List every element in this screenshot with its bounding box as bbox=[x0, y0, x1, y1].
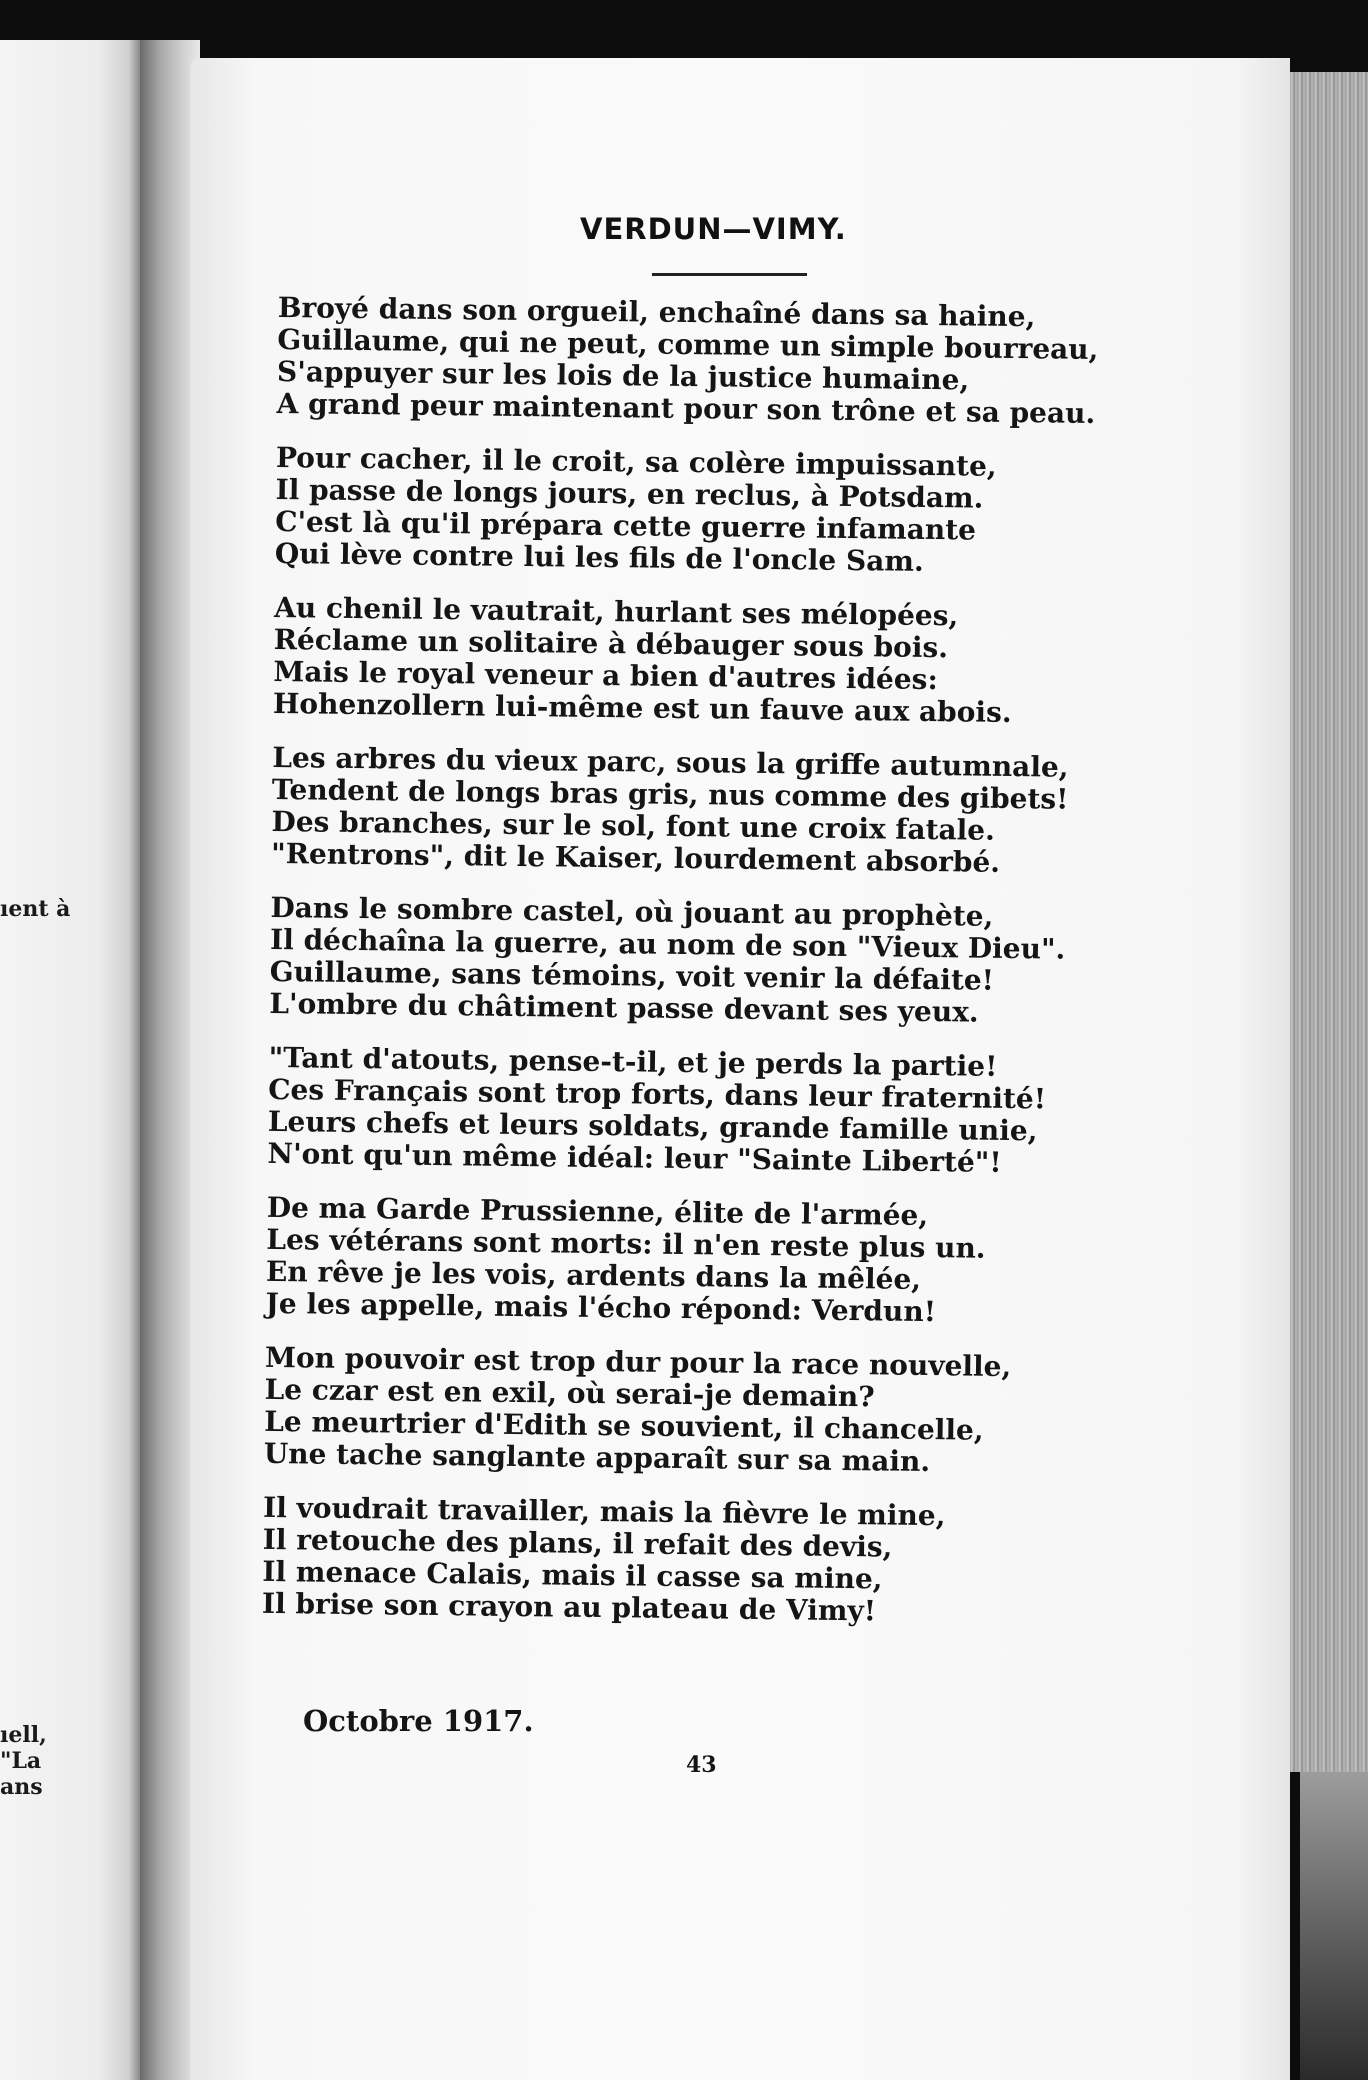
poem-line: Il voudrait travailler, mais la fièvre le mine, bbox=[262, 1490, 946, 1533]
stanza bbox=[267, 1042, 1148, 1181]
poem-line: Une tache sanglante apparaît sur sa main. bbox=[263, 1436, 931, 1479]
stanza bbox=[273, 592, 1154, 731]
poem-line: Tendent de longs bras gris, nus comme des gibets! bbox=[271, 772, 1069, 816]
poem-line: Il brise son crayon au plateau de Vimy! bbox=[261, 1586, 877, 1628]
poem-line: Ces Français sont trop forts, dans leur fraternité! bbox=[268, 1072, 1047, 1116]
poem-line: Guillaume, sans témoins, voit venir la défaite! bbox=[269, 954, 995, 997]
poem-line: "Tant d'atouts, pense-t-il, et je perds la partie! bbox=[268, 1040, 998, 1083]
poem-line: Les arbres du vieux parc, sous la griffe autumnale, bbox=[272, 740, 1069, 784]
poem-line: Des branches, sur le sol, font une croix fatale. bbox=[271, 804, 996, 847]
poem-line: N'ont qu'un même idéal: leur "Sainte Liberté"! bbox=[267, 1136, 1002, 1179]
title-rule bbox=[652, 273, 807, 276]
poem-line: De ma Garde Prussienne, élite de l'armée, bbox=[266, 1190, 929, 1233]
poem-line: Le czar est en exil, où serai-je demain? bbox=[264, 1372, 875, 1414]
poem-line: Les vétérans sont morts: il n'en reste plus un. bbox=[266, 1222, 986, 1265]
poem-line: Pour cacher, il le croit, sa colère impuissante, bbox=[275, 440, 997, 483]
page-number: 43 bbox=[686, 1752, 717, 1778]
poem-line: Il passe de longs jours, en reclus, à Potsdam. bbox=[275, 472, 984, 515]
poem-line: Broyé dans son orgueil, enchaîné dans sa haine, bbox=[277, 291, 1036, 334]
poem-title: VERDUN—VIMY. bbox=[580, 212, 847, 246]
poem-line: Mon pouvoir est trop dur pour la race nouvelle, bbox=[264, 1340, 1012, 1384]
poem-line: Dans le sombre castel, où jouant au prophète, bbox=[270, 890, 994, 933]
poem-line: C'est là qu'il prépara cette guerre infamante bbox=[274, 504, 977, 547]
poem-line: Réclame un solitaire à débauger sous bois. bbox=[273, 622, 949, 665]
poem-line: Hohenzollern lui-même est un fauve aux abois. bbox=[272, 686, 1012, 729]
stanza bbox=[262, 1492, 1143, 1631]
poem-line: Mais le royal veneur a bien d'autres idées: bbox=[273, 654, 938, 697]
poem-line: Il retouche des plans, il refait des devis, bbox=[262, 1522, 893, 1564]
facing-page-fragment: ıell, "La ans bbox=[0, 1722, 47, 1800]
poem-body bbox=[262, 292, 1158, 1653]
facing-page bbox=[0, 40, 140, 2080]
facing-page-fragment: ıent à bbox=[0, 896, 71, 922]
stanza bbox=[276, 292, 1157, 431]
stanza bbox=[265, 1192, 1146, 1331]
poem-line: "Rentrons", dit le Kaiser, lourdement absorbé. bbox=[270, 836, 1001, 879]
poem-date: Octobre 1917. bbox=[303, 1704, 534, 1738]
stanza bbox=[271, 742, 1152, 881]
poem-line: Guillaume, qui ne peut, comme un simple bourreau, bbox=[277, 322, 1099, 367]
stanza bbox=[264, 1342, 1145, 1481]
stanza bbox=[269, 892, 1150, 1031]
poem-line: Il déchaîna la guerre, au nom de son "Vieux Dieu". bbox=[269, 922, 1066, 966]
poem-line: S'appuyer sur les lois de la justice humaine, bbox=[276, 354, 970, 397]
poem-line: Le meurtrier d'Edith se souvient, il chancelle, bbox=[263, 1404, 984, 1447]
poem-line: Il menace Calais, mais il casse sa mine, bbox=[262, 1554, 883, 1596]
poem-line: Qui lève contre lui les fils de l'oncle Sam. bbox=[274, 536, 924, 578]
poem-line: L'ombre du châtiment passe devant ses yeux. bbox=[269, 986, 979, 1029]
page-edges-shadow bbox=[1300, 1772, 1368, 2080]
poem-line: A grand peur maintenant pour son trône et sa peau. bbox=[276, 386, 1096, 430]
page-edges bbox=[1282, 72, 1368, 1772]
poem-line: Je les appelle, mais l'écho répond: Verdun! bbox=[265, 1286, 937, 1329]
poem-line: En rêve je les vois, ardents dans la mêlée, bbox=[265, 1254, 922, 1296]
poem-line: Leurs chefs et leurs soldats, grande famille unie, bbox=[267, 1104, 1038, 1148]
poem-line: Au chenil le vautrait, hurlant ses mélopées, bbox=[273, 590, 959, 633]
stanza bbox=[275, 442, 1156, 581]
